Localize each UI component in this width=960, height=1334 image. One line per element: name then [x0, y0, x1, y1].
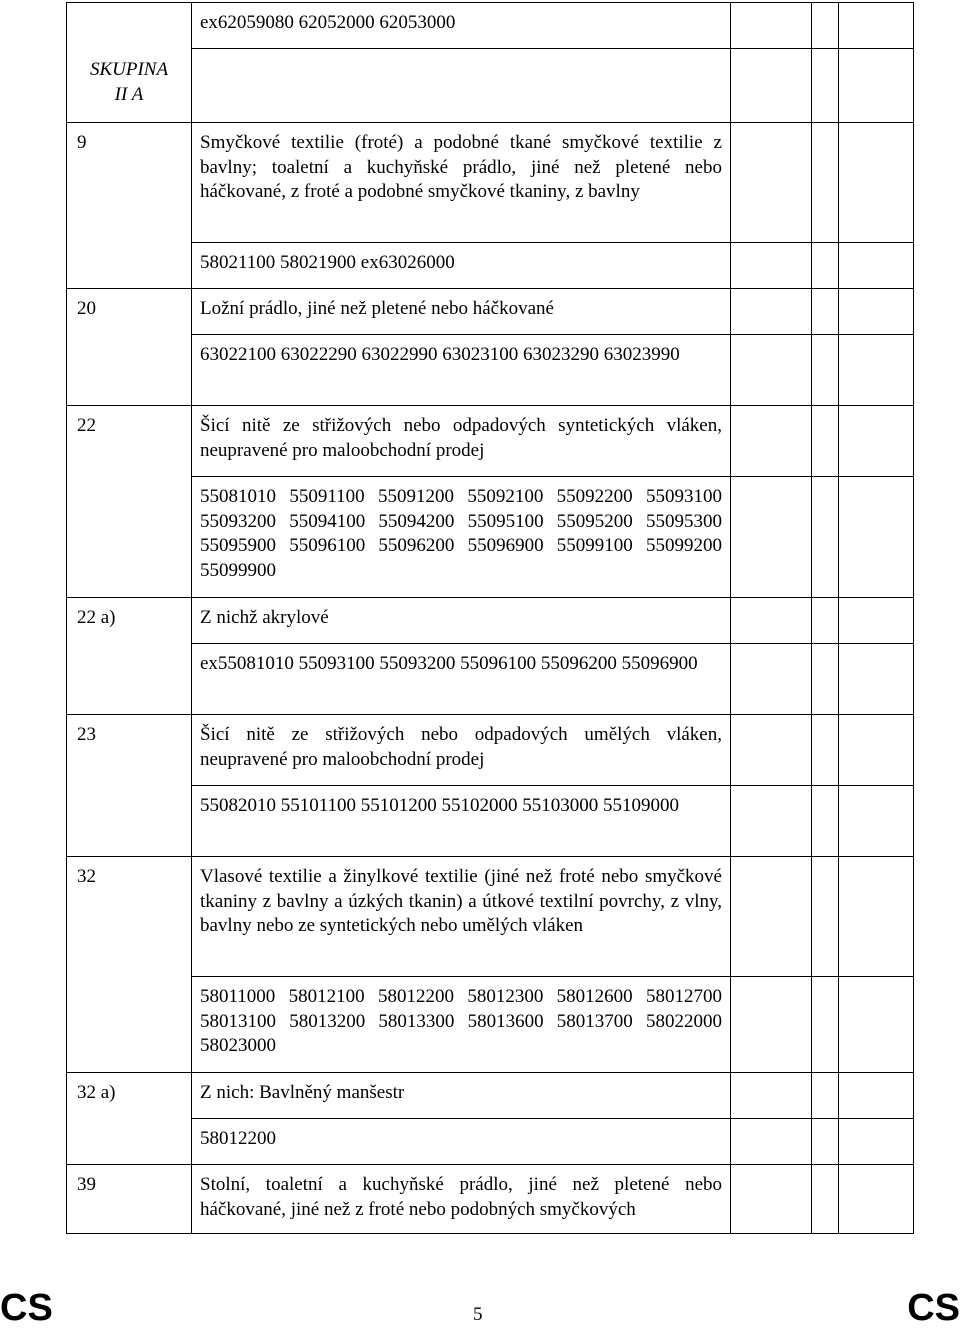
table-row [67, 1119, 914, 1165]
code-list: 58011000 58012100 58012200 58012300 58012600 58012700 58013100 58013200 58013300 58013600 58013700 58022000 58023000 [192, 977, 731, 1073]
table-row [67, 123, 914, 243]
category-number: 23 [67, 715, 192, 786]
category-description: Z nich: Bavlněný manšestr [192, 1073, 731, 1119]
table-row [67, 977, 914, 1073]
table-row [67, 289, 914, 335]
group-label [67, 49, 192, 123]
group-label-line1: SKUPINA [89, 58, 169, 80]
footer-language-right: CS [907, 1287, 960, 1329]
table-row [67, 3, 914, 49]
code-list: ex62059080 62052000 62053000 [192, 3, 731, 49]
category-number: 9 [67, 123, 192, 243]
textile-categories-table [66, 2, 914, 1234]
group-label-line2: II A [114, 83, 144, 105]
code-list: ex55081010 55093100 55093200 55096100 55096200 55096900 [192, 644, 731, 715]
table-row [67, 1073, 914, 1119]
category-description: Vlasové textilie a žinylkové textilie (jiné než froté nebo smyčkové tkaniny z bavlny a úzkých tkanin) a útkové textilní povrchy, z vlny, bavlny nebo ze syntetických nebo umělých vláken [192, 857, 731, 977]
category-description: Šicí nitě ze střižových nebo odpadových syntetických vláken, neupravené pro maloobchodní prodej [192, 406, 731, 477]
table-row [67, 786, 914, 857]
table-row [67, 715, 914, 786]
table-row [67, 477, 914, 598]
code-list: 63022100 63022290 63022990 63023100 63023290 63023990 [192, 335, 731, 406]
page-number: 5 [473, 1304, 483, 1325]
code-list: 58021100 58021900 ex63026000 [192, 243, 731, 289]
category-number: 22 a) [67, 598, 192, 644]
table-row [67, 335, 914, 406]
code-list: 55081010 55091100 55091200 55092100 55092200 55093100 55093200 55094100 55094200 55095100 55095200 55095300 55095900 55096100 55096200 55096900 55099100 55099200 55099900 [192, 477, 731, 598]
category-number: 22 [67, 406, 192, 477]
category-description: Stolní, toaletní a kuchyňské prádlo, jiné než pletené nebo háčkované, jiné než z froté nebo podobných smyčkových [192, 1165, 731, 1234]
number-cell [67, 3, 192, 49]
code-list: 55082010 55101100 55101200 55102000 55103000 55109000 [192, 786, 731, 857]
code-list: 58012200 [192, 1119, 731, 1165]
table-row [67, 1165, 914, 1234]
table-row [67, 644, 914, 715]
table-row [67, 598, 914, 644]
category-description: Šicí nitě ze střižových nebo odpadových umělých vláken, neupravené pro maloobchodní prodej [192, 715, 731, 786]
footer-language-left: CS [0, 1287, 53, 1329]
category-number: 20 [67, 289, 192, 335]
category-description: Ložní prádlo, jiné než pletené nebo háčkované [192, 289, 731, 335]
table-row [67, 243, 914, 289]
category-number: 39 [67, 1165, 192, 1234]
category-number: 32 [67, 857, 192, 977]
table-row [67, 857, 914, 977]
category-description: Z nichž akrylové [192, 598, 731, 644]
category-description: Smyčkové textilie (froté) a podobné tkané smyčkové textilie z bavlny; toaletní a kuchyňské prádlo, jiné než pletené nebo háčkované, z froté a podobné smyčkové tkaniny, z bavlny [192, 123, 731, 243]
table-row [67, 49, 914, 123]
table-row [67, 406, 914, 477]
category-number: 32 a) [67, 1073, 192, 1119]
